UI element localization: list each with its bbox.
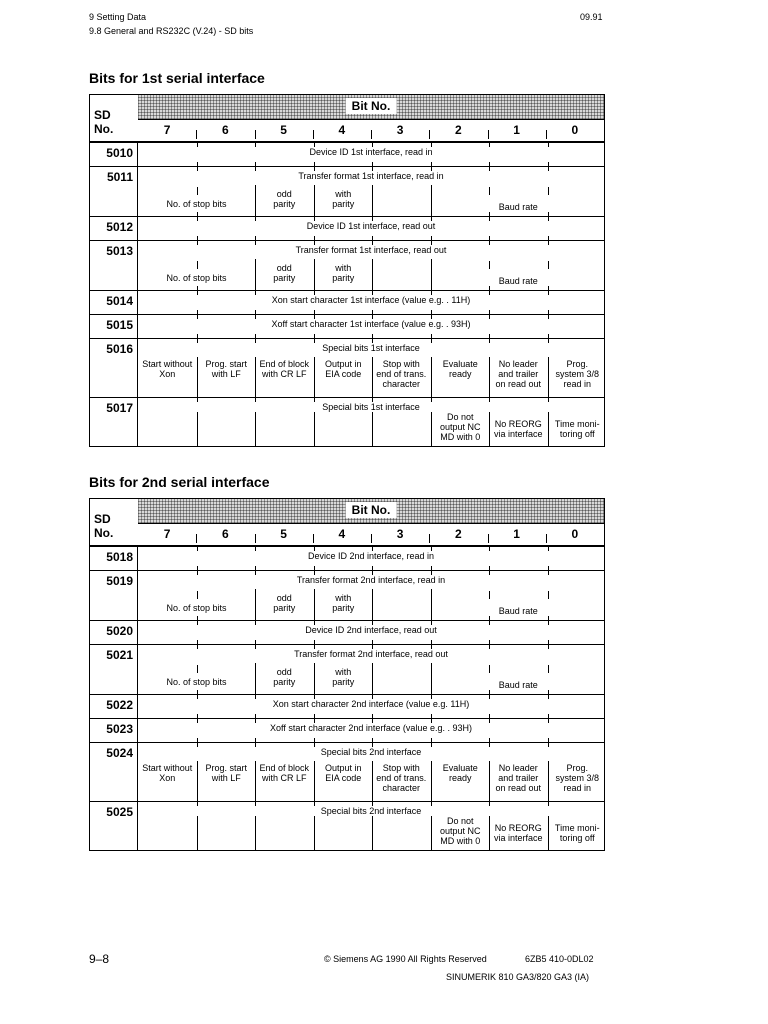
sd-number: 5024 xyxy=(90,743,138,801)
row-body xyxy=(138,291,604,314)
special-bit-cell-line: Evaluate xyxy=(442,763,478,773)
special-bit-cell xyxy=(432,412,489,442)
special-bit-cell-line: Stop with xyxy=(382,359,420,369)
bit-number: 2 xyxy=(429,523,487,545)
row-body xyxy=(138,217,604,240)
special-bit-cell-line: character xyxy=(382,783,421,793)
sd-number: 5021 xyxy=(90,645,138,694)
bit-number: 6 xyxy=(196,523,254,545)
row-body xyxy=(138,167,604,216)
special-bit-cell-line: output NC xyxy=(439,826,481,836)
table-title: Bits for 2nd serial interface xyxy=(89,474,270,490)
special-bit-cell-line: via interface xyxy=(493,429,543,439)
no-label: No. xyxy=(94,122,114,136)
odd-parity-label-line: odd xyxy=(276,667,292,677)
special-bit-cell-line: MD with 0 xyxy=(440,432,481,442)
odd-parity-label-line: parity xyxy=(273,199,296,209)
special-bit-cell xyxy=(432,816,489,846)
with-parity-label-line: with xyxy=(335,667,352,677)
row-description: Device ID 2nd interface, read out xyxy=(305,625,437,635)
sd-number: 5022 xyxy=(90,695,138,718)
special-bit-cell-line: via interface xyxy=(493,833,543,843)
special-bit-cell-line: read in xyxy=(563,379,592,389)
table-row xyxy=(90,802,604,850)
table-row xyxy=(90,743,604,802)
row-description: Xoff start character 2nd interface (value e.g. . 93H) xyxy=(270,723,472,733)
special-bit-cell-line: Start without xyxy=(142,359,193,369)
special-bit-cell-line: Output in xyxy=(324,359,362,369)
table-row xyxy=(90,547,604,571)
special-bit-cell-line: end of trans. xyxy=(376,369,427,379)
with-parity-label-line: parity xyxy=(332,603,355,613)
sd-number: 5017 xyxy=(90,398,138,446)
section-heading: 9.8 General and RS232C (V.24) - SD bits xyxy=(89,26,254,36)
with-parity-label-line: with xyxy=(335,263,352,273)
row-body xyxy=(138,695,604,718)
bit-numbers xyxy=(138,523,604,545)
special-bit-cell-line: No REORG xyxy=(494,419,542,429)
special-bit-cell xyxy=(490,419,547,439)
bit-number: 1 xyxy=(488,523,546,545)
page-number: 9–8 xyxy=(89,952,110,966)
baud-rate-label: Baud rate xyxy=(498,276,538,286)
special-bit-cell-line: on read out xyxy=(495,783,542,793)
no-label: No. xyxy=(94,526,114,540)
table-row xyxy=(90,217,604,241)
bit-number: 4 xyxy=(313,523,371,545)
odd-parity-label-line: odd xyxy=(276,189,292,199)
special-bit-cell-line: Do not xyxy=(446,816,474,826)
row-description: Transfer format 1st interface, read out xyxy=(295,245,447,255)
sd-number: 5013 xyxy=(90,241,138,290)
row-body xyxy=(138,802,604,850)
row-description: Transfer format 2nd interface, read out xyxy=(294,649,448,659)
special-bit-cell-line: toring off xyxy=(559,833,595,843)
sd-number: 5019 xyxy=(90,571,138,620)
table-row xyxy=(90,143,604,167)
row-body xyxy=(138,645,604,694)
special-bit-cell xyxy=(373,763,430,793)
special-bit-cell xyxy=(432,359,489,379)
special-bit-cell xyxy=(549,763,606,793)
stop-bits-label: No. of stop bits xyxy=(166,273,227,283)
sd-bits-table xyxy=(89,94,605,447)
odd-parity-label-line: parity xyxy=(273,677,296,687)
with-parity-label xyxy=(315,263,372,283)
sd-number: 5014 xyxy=(90,291,138,314)
bit-number: 3 xyxy=(371,119,429,141)
row-body xyxy=(138,719,604,742)
table-row xyxy=(90,621,604,645)
bit-number: 3 xyxy=(371,523,429,545)
special-bit-cell-line: system 3/8 xyxy=(555,369,599,379)
special-bit-cell xyxy=(490,823,547,843)
special-bit-cell xyxy=(549,823,606,843)
special-bit-cell xyxy=(198,359,255,379)
stop-bits-label: No. of stop bits xyxy=(166,603,227,613)
sd-no-label xyxy=(94,108,113,136)
odd-parity-label xyxy=(256,189,313,209)
special-bit-cell-line: Prog. xyxy=(566,359,588,369)
special-bit-cell-line: No leader xyxy=(498,763,538,773)
row-body xyxy=(138,621,604,644)
with-parity-label xyxy=(315,593,372,613)
special-bit-cell-line: with LF xyxy=(211,773,241,783)
row-description: Device ID 1st interface, read out xyxy=(306,221,436,231)
special-bit-cell-line: End of block xyxy=(259,359,310,369)
table-row xyxy=(90,241,604,291)
row-description: Special bits 1st interface xyxy=(322,402,420,412)
row-body xyxy=(138,743,604,801)
baud-rate-label: Baud rate xyxy=(498,202,538,212)
special-bit-cell-line: with CR LF xyxy=(261,369,307,379)
chapter-heading: 9 Setting Data xyxy=(89,12,147,22)
row-body xyxy=(138,547,604,570)
table-row xyxy=(90,719,604,743)
row-description: Transfer format 2nd interface, read in xyxy=(296,575,446,585)
with-parity-label-line: parity xyxy=(332,199,355,209)
bit-number: 4 xyxy=(313,119,371,141)
bit-number: 5 xyxy=(255,523,313,545)
copyright-notice: © Siemens AG 1990 All Rights Reserved xyxy=(324,954,487,964)
special-bit-cell-line: Xon xyxy=(159,773,176,783)
baud-rate-label: Baud rate xyxy=(498,680,538,690)
sd-number: 5010 xyxy=(90,143,138,166)
special-bit-cell-line: Stop with xyxy=(382,763,420,773)
special-bit-cell-line: ready xyxy=(448,369,472,379)
with-parity-label xyxy=(315,189,372,209)
row-description: Special bits 1st interface xyxy=(322,343,420,353)
sd-number: 5018 xyxy=(90,547,138,570)
bit-no-band xyxy=(138,499,604,524)
special-bit-cell-line: with LF xyxy=(211,369,241,379)
special-bit-cell-line: Evaluate xyxy=(442,359,478,369)
special-bit-cell xyxy=(490,359,547,389)
odd-parity-label-line: parity xyxy=(273,273,296,283)
row-body xyxy=(138,571,604,620)
bit-no-label: Bit No. xyxy=(346,98,397,114)
special-bit-cell xyxy=(256,359,313,379)
special-bit-cell-line: and trailer xyxy=(498,773,539,783)
special-bit-cell-line: No leader xyxy=(498,359,538,369)
row-description: Device ID 1st interface, read in xyxy=(309,147,433,157)
row-body xyxy=(138,339,604,397)
row-body xyxy=(138,315,604,338)
table-row xyxy=(90,315,604,339)
special-bit-cell-line: Prog. start xyxy=(205,763,247,773)
bit-number: 0 xyxy=(546,119,604,141)
special-bit-cell xyxy=(256,763,313,783)
bit-number: 5 xyxy=(255,119,313,141)
with-parity-label-line: with xyxy=(335,593,352,603)
odd-parity-label xyxy=(256,667,313,687)
bit-no-band xyxy=(138,95,604,120)
row-description: Xoff start character 1st interface (value e.g. . 93H) xyxy=(271,319,471,329)
row-body xyxy=(138,241,604,290)
bit-number: 7 xyxy=(163,527,171,541)
special-bit-cell-line: Time moni- xyxy=(554,419,600,429)
special-bit-cell xyxy=(490,763,547,793)
row-body xyxy=(138,143,604,166)
table-row xyxy=(90,291,604,315)
special-bit-cell xyxy=(549,359,606,389)
special-bit-cell-line: and trailer xyxy=(498,369,539,379)
sd-number: 5016 xyxy=(90,339,138,397)
with-parity-label-line: parity xyxy=(332,677,355,687)
sd-number: 5012 xyxy=(90,217,138,240)
bit-numbers xyxy=(138,119,604,141)
special-bit-cell xyxy=(432,763,489,783)
with-parity-label xyxy=(315,667,372,687)
special-bit-cell xyxy=(315,359,372,379)
table-header xyxy=(90,95,604,143)
special-bit-cell xyxy=(139,359,196,379)
row-description: Special bits 2nd interface xyxy=(320,806,422,816)
baud-rate-label: Baud rate xyxy=(498,606,538,616)
sd-number: 5020 xyxy=(90,621,138,644)
table-row xyxy=(90,645,604,695)
bit-number: 2 xyxy=(429,119,487,141)
sd-number: 5023 xyxy=(90,719,138,742)
bit-number: 1 xyxy=(488,119,546,141)
special-bit-cell-line: Prog. xyxy=(566,763,588,773)
with-parity-label-line: with xyxy=(335,189,352,199)
sd-bits-table xyxy=(89,498,605,851)
special-bit-cell-line: Prog. start xyxy=(205,359,247,369)
special-bit-cell-line: Time moni- xyxy=(554,823,600,833)
table-row xyxy=(90,339,604,398)
special-bit-cell-line: EIA code xyxy=(325,369,362,379)
odd-parity-label xyxy=(256,263,313,283)
bit-no-label: Bit No. xyxy=(346,502,397,518)
table-row xyxy=(90,571,604,621)
row-description: Xon start character 1st interface (value e.g. . 11H) xyxy=(271,295,471,305)
special-bit-cell xyxy=(315,763,372,783)
special-bit-cell-line: system 3/8 xyxy=(555,773,599,783)
document-date: 09.91 xyxy=(580,12,603,22)
special-bit-cell xyxy=(139,763,196,783)
special-bit-cell-line: Output in xyxy=(324,763,362,773)
special-bit-cell-line: Xon xyxy=(159,369,176,379)
sd-number: 5025 xyxy=(90,802,138,850)
special-bit-cell xyxy=(373,359,430,389)
special-bit-cell-line: end of trans. xyxy=(376,773,427,783)
sd-label: SD xyxy=(94,512,111,526)
odd-parity-label-line: odd xyxy=(276,263,292,273)
table-row xyxy=(90,695,604,719)
bit-number: 6 xyxy=(196,119,254,141)
odd-parity-label-line: odd xyxy=(276,593,292,603)
odd-parity-label xyxy=(256,593,313,613)
table-row xyxy=(90,398,604,446)
sd-number: 5015 xyxy=(90,315,138,338)
bit-number: 7 xyxy=(163,123,171,137)
sd-no-label xyxy=(94,512,113,540)
stop-bits-label: No. of stop bits xyxy=(166,199,227,209)
row-description: Transfer format 1st interface, read in xyxy=(298,171,444,181)
stop-bits-label: No. of stop bits xyxy=(166,677,227,687)
special-bit-cell-line: read in xyxy=(563,783,592,793)
with-parity-label-line: parity xyxy=(332,273,355,283)
special-bit-cell-line: on read out xyxy=(495,379,542,389)
special-bit-cell-line: No REORG xyxy=(494,823,542,833)
sd-label: SD xyxy=(94,108,111,122)
special-bit-cell-line: MD with 0 xyxy=(440,836,481,846)
row-description: Special bits 2nd interface xyxy=(320,747,422,757)
row-description: Xon start character 2nd interface (value e.g. 11H) xyxy=(272,699,470,709)
special-bit-cell-line: output NC xyxy=(439,422,481,432)
table-header xyxy=(90,499,604,547)
special-bit-cell-line: EIA code xyxy=(325,773,362,783)
table-title: Bits for 1st serial interface xyxy=(89,70,265,86)
special-bit-cell-line: End of block xyxy=(259,763,310,773)
special-bit-cell xyxy=(549,419,606,439)
bit-number: 0 xyxy=(546,523,604,545)
special-bit-cell-line: character xyxy=(382,379,421,389)
odd-parity-label-line: parity xyxy=(273,603,296,613)
order-number: 6ZB5 410-0DL02 xyxy=(525,954,594,964)
row-body xyxy=(138,398,604,446)
table-row xyxy=(90,167,604,217)
special-bit-cell-line: toring off xyxy=(559,429,595,439)
special-bit-cell-line: Do not xyxy=(446,412,474,422)
row-description: Device ID 2nd interface, read in xyxy=(307,551,435,561)
product-name: SINUMERIK 810 GA3/820 GA3 (IA) xyxy=(446,972,590,982)
special-bit-cell-line: Start without xyxy=(142,763,193,773)
sd-number: 5011 xyxy=(90,167,138,216)
special-bit-cell xyxy=(198,763,255,783)
special-bit-cell-line: with CR LF xyxy=(261,773,307,783)
special-bit-cell-line: ready xyxy=(448,773,472,783)
